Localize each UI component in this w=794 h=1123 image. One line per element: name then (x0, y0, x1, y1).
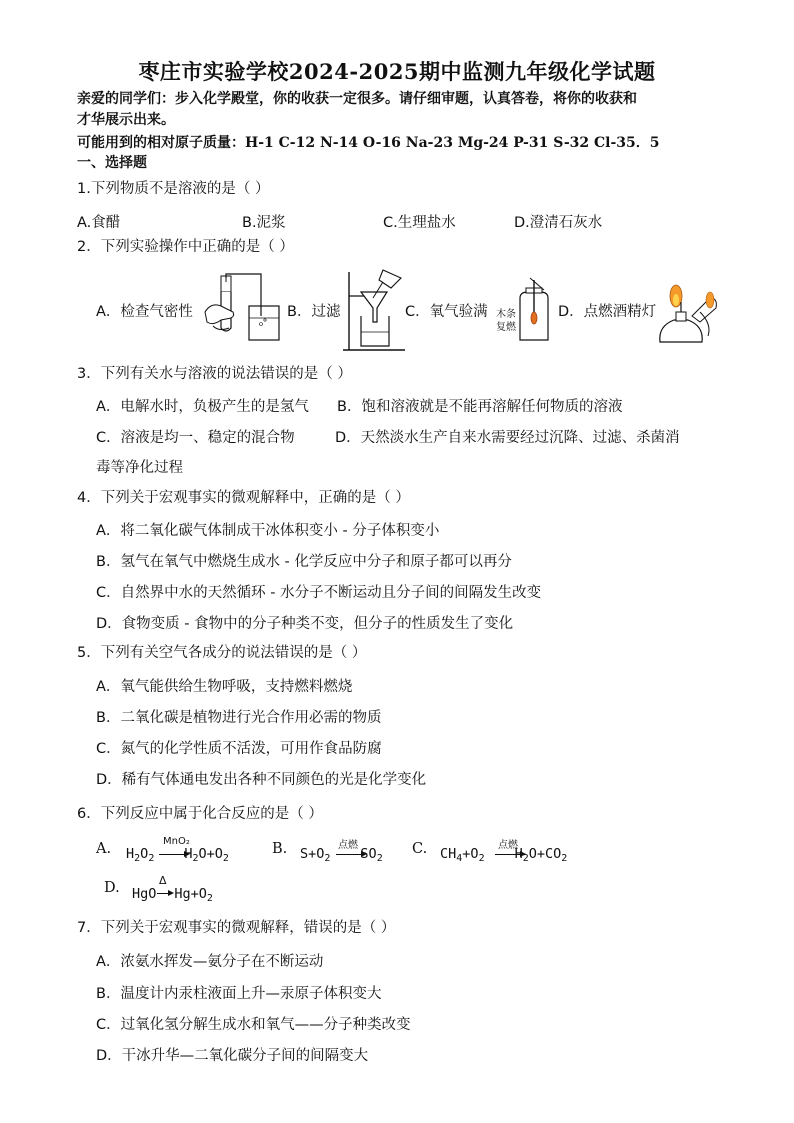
q6-b-arrowhead (361, 851, 367, 857)
q5-option-c: C．氮气的化学性质不活泼，可用作食品防腐 (96, 741, 382, 757)
q6-b-condition: 点燃 (338, 840, 358, 851)
q6-c-arrow (495, 854, 521, 855)
q2-stem: 2．下列实验操作中正确的是（ ） (77, 239, 294, 255)
q3-option-d: D．天然淡水生产自来水需要经过沉降、过滤、杀菌消 (335, 430, 680, 446)
q5-option-a: A．氧气能供给生物呼吸，支持燃料燃烧 (96, 679, 353, 695)
q6-option-b-label: B. (272, 841, 288, 857)
page-title: 枣庄市实验学校2024-2025期中监测九年级化学试题 (138, 59, 656, 84)
q5-stem: 5．下列有关空气各成分的说法错误的是（ ） (77, 645, 367, 661)
q6-b-arrow (336, 854, 362, 855)
q3-option-d-continued: 毒等净化过程 (96, 460, 183, 476)
q6-a-condition: MnO₂ (163, 836, 190, 847)
q6-option-d-equation: HgO $Hg+O_2$ (132, 886, 213, 904)
q2-c-figure-label-1: 木条 (496, 309, 516, 320)
q6-option-c-equation: $CH_4+O_2$ $H_2O+CO_2$ (440, 846, 568, 864)
q4-option-b: B．氢气在氧气中燃烧生成水 - 化学反应中分子和原子都可以再分 (96, 554, 512, 570)
q7-option-d: D．干冰升华—二氧化碳分子间的间隔变大 (96, 1048, 369, 1064)
q6-a-arrowhead (184, 851, 190, 857)
q5-option-b: B．二氧化碳是植物进行光合作用必需的物质 (96, 710, 382, 726)
q1-option-d: D.澄清石灰水 (514, 215, 603, 231)
q3-option-a: A．电解水时，负极产生的是氢气 (96, 399, 309, 415)
q4-option-c: C．自然界中水的天然循环 - 水分子不断运动且分子间的间隔发生改变 (96, 585, 542, 601)
q6-option-c-label: C. (412, 841, 428, 857)
q4-option-a: A．将二氧化碳气体制成干冰体积变小 - 分子体积变小 (96, 523, 440, 539)
q2-option-d: D．点燃酒精灯 (558, 304, 657, 320)
q7-stem: 7．下列关于宏观事实的微观解释，错误的是（ ） (77, 920, 396, 936)
q7-option-a: A．浓氨水挥发—氨分子在不断运动 (96, 954, 324, 970)
q6-c-arrowhead (520, 851, 526, 857)
q6-stem: 6．下列反应中属于化合反应的是（ ） (77, 806, 323, 822)
q1-option-b: B.泥浆 (242, 215, 286, 231)
airtightness-check-figure (199, 272, 291, 344)
atomic-masses: 可能用到的相对原子质量：H-1 C-12 N-14 O-16 Na-23 Mg-24 P-31 S-32 Cl-35．5 (77, 135, 660, 151)
q2-option-c: C．氧气验满 (405, 304, 488, 320)
q6-option-a-equation: $H_2O_2$ $H_2O+O_2$ (126, 846, 229, 864)
q2-option-a: A．检查气密性 (96, 304, 193, 320)
q2-option-b: B．过滤 (287, 304, 341, 320)
q6-option-a-label: A. (96, 841, 112, 857)
q7-option-c: C．过氧化氢分解生成水和氧气——分子种类改变 (96, 1017, 411, 1033)
oxygen-test-figure (516, 276, 552, 342)
q7-option-b: B．温度计内汞柱液面上升—汞原子体积变大 (96, 986, 382, 1002)
q6-option-d-label: D. (104, 880, 120, 896)
q3-option-c: C．溶液是均一、稳定的混合物 (96, 430, 295, 446)
q3-option-b: B．饱和溶液就是不能再溶解任何物质的溶液 (337, 399, 623, 415)
q2-c-figure-label-2: 复燃 (496, 322, 516, 333)
q1-stem: 1.下列物质不是溶液的是（ ） (77, 181, 270, 197)
q6-d-condition: Δ (159, 874, 167, 887)
filtration-figure (343, 266, 407, 352)
section-heading: 一、选择题 (77, 155, 147, 171)
q4-stem: 4．下列关于宏观事实的微观解释中，正确的是（ ） (77, 490, 410, 506)
q1-option-a: A.食醋 (77, 215, 121, 231)
q4-option-d: D．食物变质 - 食物中的分子种类不变，但分子的性质发生了变化 (96, 616, 514, 632)
q6-c-condition: 点燃 (498, 840, 518, 851)
greeting-line-1: 亲爱的同学们：步入化学殿堂，你的收获一定很多。请仔细审题，认真答卷，将你的收获和 (77, 91, 637, 107)
q1-option-c: C.生理盐水 (383, 215, 456, 231)
q6-a-arrow (159, 854, 185, 855)
q5-option-d: D．稀有气体通电发出各种不同颜色的光是化学变化 (96, 772, 427, 788)
q3-stem: 3．下列有关水与溶液的说法错误的是（ ） (77, 366, 352, 382)
q6-d-arrowhead (168, 890, 174, 896)
alcohol-lamp-figure (654, 276, 720, 356)
greeting-line-2: 才华展示出来。 (77, 112, 175, 128)
q6-option-b-equation: $S+O_2$ $SO_2$ (300, 846, 383, 864)
